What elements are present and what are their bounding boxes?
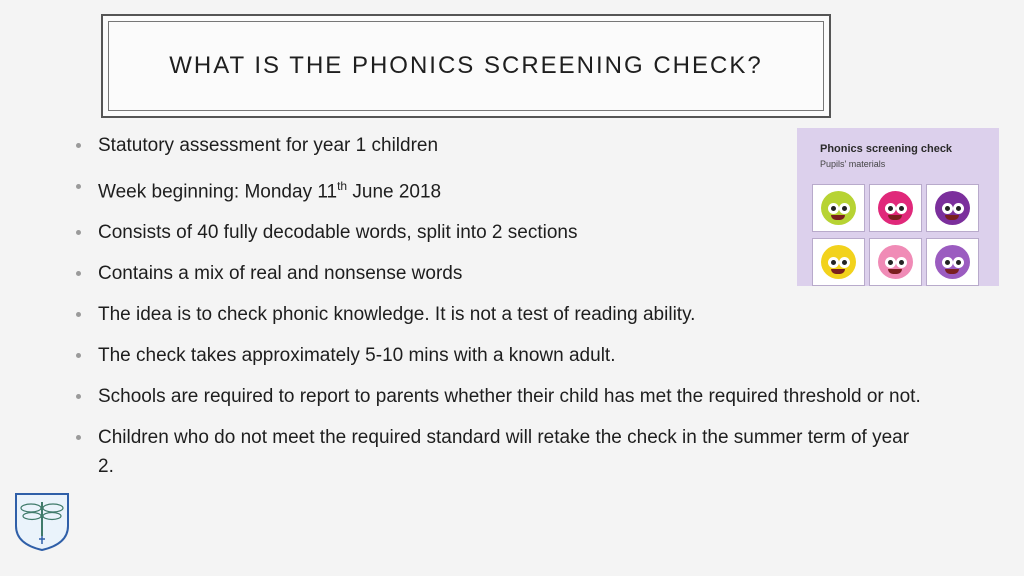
monster-eye [828, 257, 839, 268]
monster-eye [828, 203, 839, 214]
bullet-item [74, 300, 924, 329]
bullet-item [74, 382, 924, 411]
bullet-dot-icon [76, 312, 81, 317]
monster-eye [942, 257, 953, 268]
bullet-item [74, 423, 924, 481]
bullet-text: Schools are required to report to parents whether their child has met the required threshold or not. [98, 386, 921, 408]
school-logo [14, 492, 70, 552]
monster-body [878, 191, 913, 225]
bullet-text: Statutory assessment for year 1 children [98, 135, 439, 156]
bullet-dot-icon [76, 143, 81, 148]
bullet-dot-icon [76, 394, 81, 399]
monster-icon [869, 238, 922, 286]
bullet-dot-icon [76, 271, 81, 276]
bullet-dot-icon [76, 435, 81, 440]
booklet-subtitle: Pupils' materials [820, 159, 886, 169]
bullet-dot-icon [76, 230, 81, 235]
monster-mouth [945, 269, 959, 274]
bullet-dot-icon [76, 184, 81, 189]
monster-mouth [831, 269, 845, 274]
booklet-title: Phonics screening check [820, 143, 953, 155]
monster-mouth [888, 269, 902, 274]
bullet-text-post: June 2018 [347, 181, 442, 203]
bullet-text: The check takes approximately 5-10 mins with a known adult. [98, 345, 616, 367]
monster-eye [839, 203, 850, 214]
monster-body [935, 245, 970, 279]
monster-mouth [831, 215, 845, 220]
bullet-dot-icon [76, 353, 81, 358]
monster-icon [812, 238, 865, 286]
monster-eye [953, 257, 964, 268]
monster-body [878, 245, 913, 279]
monster-eye [953, 203, 964, 214]
monster-mouth [888, 215, 902, 220]
monster-body [935, 191, 970, 225]
monster-eye [839, 257, 850, 268]
monster-eye [896, 203, 907, 214]
monster-eye [896, 257, 907, 268]
bullet-text: Children who do not meet the required standard will retake the check in the summer term of year 2. [98, 427, 910, 478]
slide-title-box [101, 14, 831, 118]
booklet-image [797, 128, 999, 286]
monster-icon [926, 184, 979, 232]
bullet-item [74, 341, 924, 370]
monster-grid [812, 184, 977, 286]
bullet-text-pre: Week beginning: Monday 11 [98, 181, 338, 203]
monster-eye [885, 257, 896, 268]
monster-icon [869, 184, 922, 232]
title-inner-frame [108, 21, 824, 111]
monster-body [821, 245, 856, 279]
monster-icon [926, 238, 979, 286]
bullet-text: The idea is to check phonic knowledge. It is not a test of reading ability. [98, 304, 696, 326]
monster-eye [885, 203, 896, 214]
monster-body [821, 191, 856, 225]
slide-title: WHAT IS THE PHONICS SCREENING CHECK? [169, 52, 763, 79]
bullet-text: Consists of 40 fully decodable words, split into 2 sections [98, 222, 578, 244]
monster-eye [942, 203, 953, 214]
monster-mouth [945, 215, 959, 220]
monster-icon [812, 184, 865, 232]
bullet-text: Contains a mix of real and nonsense words [98, 263, 463, 285]
bullet-superscript: th [337, 179, 348, 193]
